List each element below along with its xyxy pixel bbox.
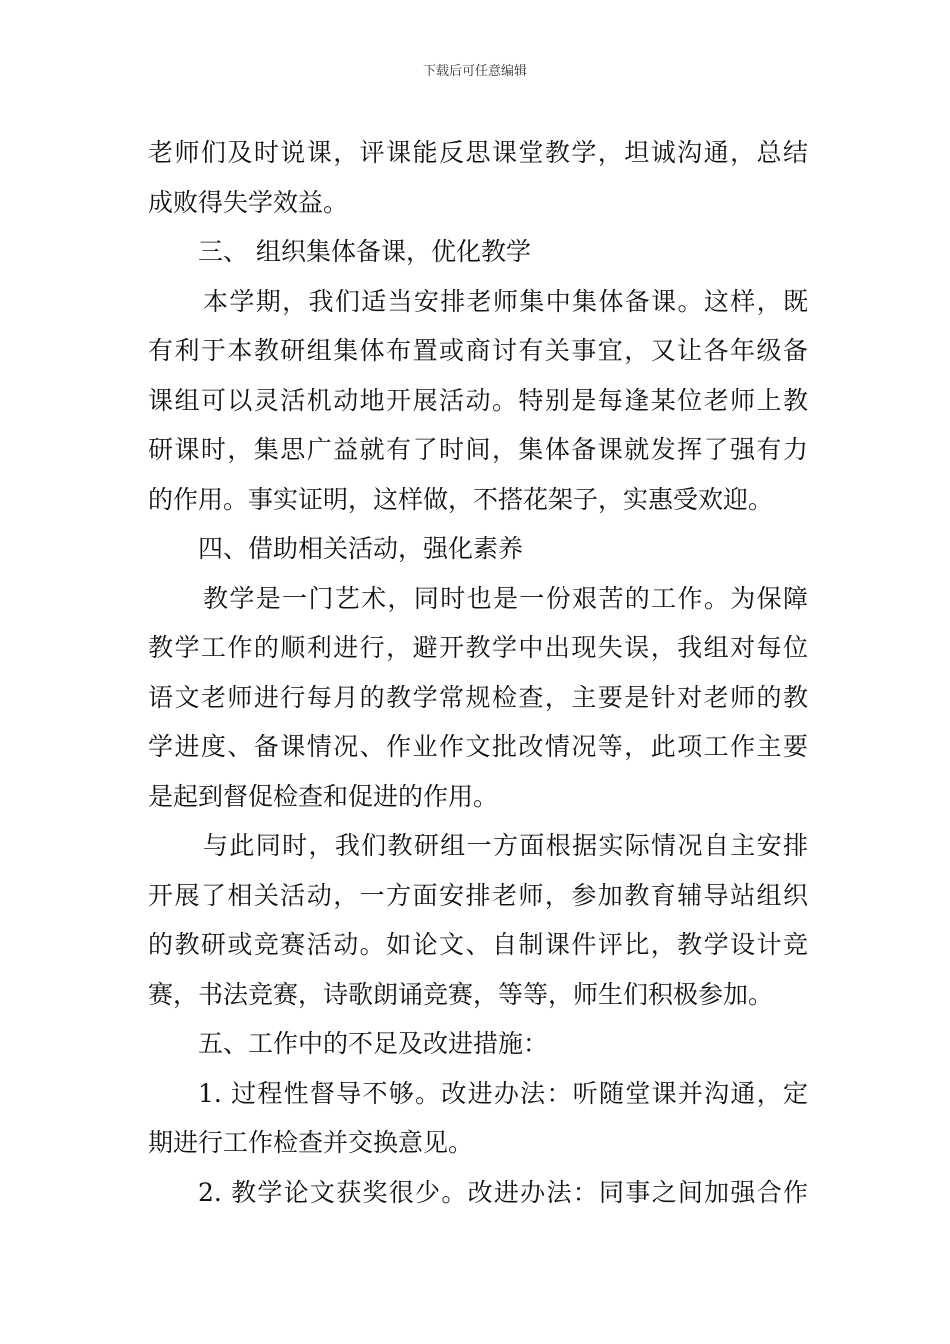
text-line: 期进行工作检查并交换意见。 — [148, 1128, 474, 1157]
list-item: 2. 教学论文获奖很少。改进办法：同事之间加强合作 — [198, 1177, 808, 1207]
text-line: 教学是一门艺术，同时也是一份艰苦的工作。为保障 — [203, 583, 808, 613]
section-heading: 五、工作中的不足及改进措施： — [198, 1029, 549, 1058]
text-line: 开展了相关活动，一方面安排老师，参加教育辅导站组织 — [148, 880, 808, 910]
text-line: 是起到督促检查和促进的作用。 — [148, 781, 499, 811]
text-line: 的作用。事实证明，这样做，不搭花架子，实惠受欢迎。 — [148, 484, 774, 514]
section-heading: 三、 组织集体备课，优化教学 — [198, 237, 531, 266]
document-body — [148, 128, 808, 1217]
text-line: 的教研或竞赛活动。如论文、自制课件评比，教学设计竞 — [148, 930, 808, 959]
text-line: 教学工作的顺利进行，避开教学中出现失误，我组对每位 — [148, 633, 808, 662]
text-line: 老师们及时说课，评课能反思课堂教学，坦诚沟通，总结 — [148, 138, 808, 167]
page-header: 下载后可任意编辑 — [422, 64, 527, 79]
text-line: 语文老师进行每月的教学常规检查，主要是针对老师的教 — [148, 682, 808, 712]
text-line: 本学期，我们适当安排老师集中集体备课。这样，既 — [203, 286, 808, 316]
section-heading: 四、借助相关活动，强化素养 — [198, 534, 524, 563]
text-line: 学进度、备课情况、作业作文批改情况等，此项工作主要 — [148, 732, 808, 761]
list-item: 1. 过程性督导不够。改进办法：听随堂课并沟通，定 — [198, 1078, 808, 1108]
text-line: 研课时，集思广益就有了时间，集体备课就发挥了强有力 — [148, 435, 808, 464]
text-line: 赛，书法竞赛，诗歌朗诵竞赛，等等，师生们积极参加。 — [148, 979, 774, 1009]
text-line: 成败得失学效益。 — [148, 187, 349, 217]
text-line: 有利于本教研组集体布置或商讨有关事宜，又让各年级备 — [148, 336, 808, 365]
text-line: 与此同时，我们教研组一方面根据实际情况自主安排 — [203, 831, 808, 860]
text-line: 课组可以灵活机动地开展活动。特别是每逢某位老师上教 — [148, 385, 808, 415]
